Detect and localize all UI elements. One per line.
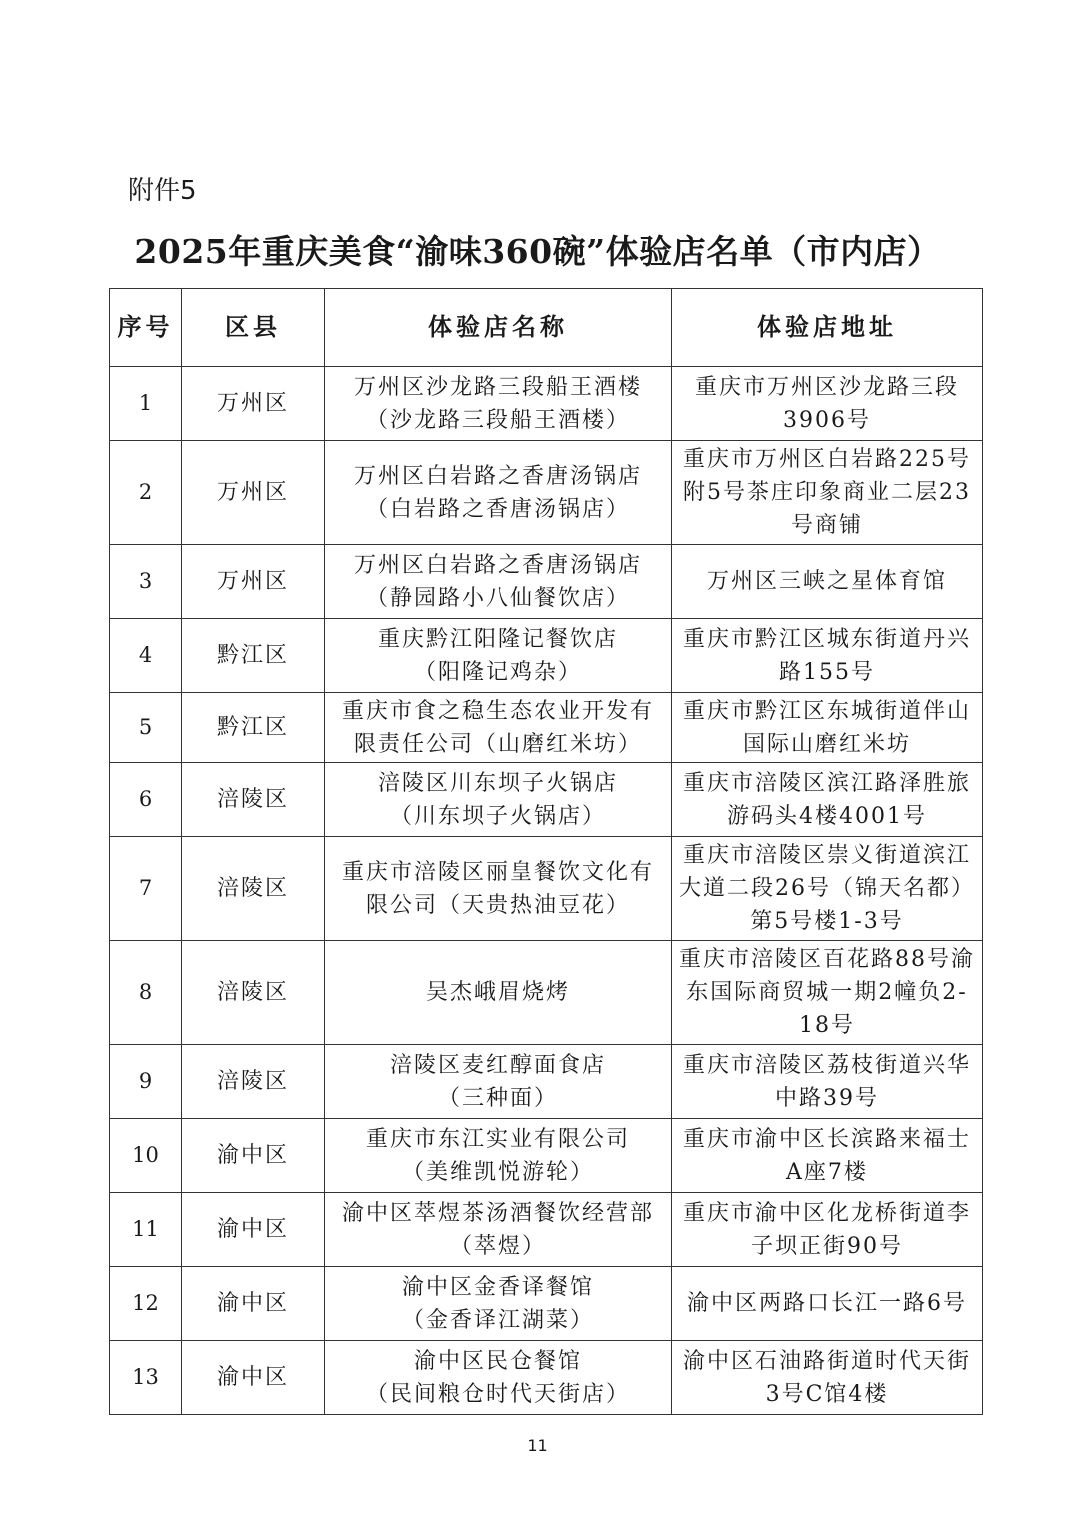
store-address-line: 18号 — [799, 1013, 855, 1038]
cell-store-name — [325, 1193, 672, 1267]
table-row — [110, 941, 983, 1045]
store-address-line: 号商铺 — [790, 513, 863, 538]
store-name-line: （萃煜） — [449, 1233, 546, 1259]
cell-serial: 4 — [110, 619, 182, 693]
store-address-line: 万州区三峡之星体育馆 — [706, 569, 947, 594]
store-name-line: 万州区白岩路之香唐汤锅店 — [353, 463, 642, 489]
store-address-line: 重庆市渝中区长滨路来福士 — [682, 1126, 971, 1152]
cell-serial: 2 — [110, 441, 182, 545]
store-name-line: 万州区沙龙路三段船王酒楼 — [353, 374, 642, 400]
store-name-line: 吴杰峨眉烧烤 — [425, 980, 570, 1005]
store-address-line: 重庆市黔江区城东街道丹兴 — [682, 626, 971, 652]
table-row — [110, 441, 983, 545]
cell-district: 涪陵区 — [182, 763, 325, 837]
page-title: 2025年重庆美食“渝味360碗”体验店名单（市内店） — [134, 232, 941, 271]
store-name-line: （川东坝子火锅店） — [389, 803, 606, 829]
cell-district: 渝中区 — [182, 1341, 325, 1415]
cell-store-address — [672, 367, 983, 441]
store-name-line: （静园路小八仙餐饮店） — [365, 585, 630, 611]
page-number: 11 — [527, 1436, 548, 1455]
cell-store-name — [325, 763, 672, 837]
store-name-line: （金香译江湖菜） — [401, 1307, 594, 1333]
cell-store-name — [325, 1267, 672, 1341]
cell-store-address — [672, 619, 983, 693]
store-name-line: 渝中区萃煜茶汤酒餐饮经营部 — [341, 1200, 654, 1226]
cell-store-address — [672, 941, 983, 1045]
cell-store-address — [672, 1119, 983, 1193]
store-address-line: 中路39号 — [775, 1085, 879, 1111]
table-row — [110, 619, 983, 693]
cell-district: 涪陵区 — [182, 1045, 325, 1119]
table-row — [110, 1119, 983, 1193]
store-address-line: 子坝正街90号 — [751, 1233, 903, 1259]
store-name-line: 万州区白岩路之香唐汤锅店 — [353, 552, 642, 578]
store-name-line: （白岩路之香唐汤锅店） — [365, 496, 630, 522]
store-address-line: 3号C馆4楼 — [765, 1381, 889, 1407]
header-store-address: 体验店地址 — [672, 289, 983, 367]
table-row — [110, 367, 983, 441]
store-address-line: 国际山磨红米坊 — [742, 731, 911, 757]
store-address-line: 东国际商贸城一期2幢负2- — [686, 980, 968, 1005]
cell-store-name — [325, 441, 672, 545]
store-address-line: 重庆市渝中区化龙桥街道李 — [682, 1200, 971, 1226]
store-name-line: 渝中区民仓餐馆 — [413, 1348, 582, 1374]
table-row — [110, 1045, 983, 1119]
store-address-line: 路155号 — [779, 659, 875, 685]
store-name-line: （民间粮仓时代天街店） — [365, 1381, 630, 1407]
cell-serial: 13 — [110, 1341, 182, 1415]
attachment-label: 附件5 — [128, 176, 197, 206]
store-address-line: 大道二段26号（锦天名都） — [679, 876, 975, 901]
cell-store-name — [325, 1045, 672, 1119]
table-row — [110, 1341, 983, 1415]
cell-district: 黔江区 — [182, 619, 325, 693]
cell-store-address — [672, 763, 983, 837]
store-address-line: 重庆市涪陵区百花路88号渝 — [679, 947, 975, 972]
cell-store-name — [325, 367, 672, 441]
cell-store-name — [325, 1341, 672, 1415]
store-address-line: 重庆市涪陵区崇义街道滨江 — [682, 843, 971, 868]
store-name-line: 重庆黔江阳隆记餐饮店 — [377, 626, 618, 652]
store-address-line: 3906号 — [783, 407, 871, 433]
cell-store-address — [672, 693, 983, 763]
cell-store-address — [672, 1341, 983, 1415]
store-name-line: 重庆市食之稳生态农业开发有 — [341, 698, 654, 724]
store-address-line: A座7楼 — [786, 1159, 868, 1185]
cell-store-address — [672, 1267, 983, 1341]
store-name-line: 限公司（天贵热油豆花） — [365, 892, 630, 918]
store-name-line: 重庆市东江实业有限公司 — [365, 1126, 630, 1152]
cell-district: 涪陵区 — [182, 837, 325, 941]
header-serial: 序号 — [110, 289, 182, 367]
cell-district: 黔江区 — [182, 693, 325, 763]
cell-district: 涪陵区 — [182, 941, 325, 1045]
cell-store-address — [672, 1045, 983, 1119]
table-row — [110, 837, 983, 941]
store-address-line: 重庆市涪陵区荔枝街道兴华 — [682, 1052, 971, 1078]
store-list-table — [109, 288, 983, 1415]
header-district: 区县 — [182, 289, 325, 367]
cell-district: 万州区 — [182, 367, 325, 441]
store-address-line: 第5号楼1-3号 — [750, 909, 904, 934]
store-address-line: 重庆市涪陵区滨江路泽胜旅 — [682, 770, 971, 796]
cell-store-address — [672, 441, 983, 545]
store-address-line: 重庆市万州区白岩路225号 — [683, 447, 971, 472]
table-row — [110, 1267, 983, 1341]
cell-store-name — [325, 619, 672, 693]
store-name-line: （阳隆记鸡杂） — [413, 659, 582, 685]
store-address-line: 渝中区石油路街道时代天街 — [682, 1348, 971, 1374]
cell-store-address — [672, 1193, 983, 1267]
cell-store-name — [325, 1119, 672, 1193]
cell-serial: 6 — [110, 763, 182, 837]
header-store-name: 体验店名称 — [325, 289, 672, 367]
cell-serial: 3 — [110, 545, 182, 619]
cell-serial: 8 — [110, 941, 182, 1045]
cell-store-address — [672, 837, 983, 941]
cell-store-name — [325, 837, 672, 941]
cell-serial: 12 — [110, 1267, 182, 1341]
store-name-line: 限责任公司（山磨红米坊） — [353, 731, 642, 757]
cell-district: 渝中区 — [182, 1267, 325, 1341]
cell-serial: 7 — [110, 837, 182, 941]
table-row — [110, 693, 983, 763]
cell-store-name — [325, 545, 672, 619]
store-address-line: 游码头4楼4001号 — [727, 803, 927, 829]
table-header-row — [110, 289, 983, 367]
cell-serial: 10 — [110, 1119, 182, 1193]
cell-store-name — [325, 941, 672, 1045]
store-name-line: （三种面） — [437, 1085, 558, 1111]
cell-store-name — [325, 693, 672, 763]
store-address-line: 重庆市万州区沙龙路三段 — [694, 374, 959, 400]
cell-district: 渝中区 — [182, 1193, 325, 1267]
cell-serial: 1 — [110, 367, 182, 441]
cell-serial: 5 — [110, 693, 182, 763]
store-address-line: 渝中区两路口长江一路6号 — [687, 1291, 967, 1316]
store-name-line: 重庆市涪陵区丽皇餐饮文化有 — [341, 859, 654, 885]
table-row — [110, 545, 983, 619]
store-address-line: 重庆市黔江区东城街道伴山 — [682, 698, 971, 724]
cell-district: 万州区 — [182, 545, 325, 619]
table-row — [110, 1193, 983, 1267]
store-address-line: 附5号茶庄印象商业二层23 — [683, 480, 971, 505]
table-body — [110, 367, 983, 1415]
cell-district: 渝中区 — [182, 1119, 325, 1193]
store-name-line: 涪陵区麦红醇面食店 — [389, 1052, 606, 1078]
store-name-line: （沙龙路三段船王酒楼） — [365, 407, 630, 433]
store-name-line: 渝中区金香译餐馆 — [401, 1274, 594, 1300]
table-row — [110, 763, 983, 837]
cell-district: 万州区 — [182, 441, 325, 545]
store-name-line: 涪陵区川东坝子火锅店 — [377, 770, 618, 796]
cell-store-address — [672, 545, 983, 619]
cell-serial: 11 — [110, 1193, 182, 1267]
cell-serial: 9 — [110, 1045, 182, 1119]
store-name-line: （美维凯悦游轮） — [401, 1159, 594, 1185]
